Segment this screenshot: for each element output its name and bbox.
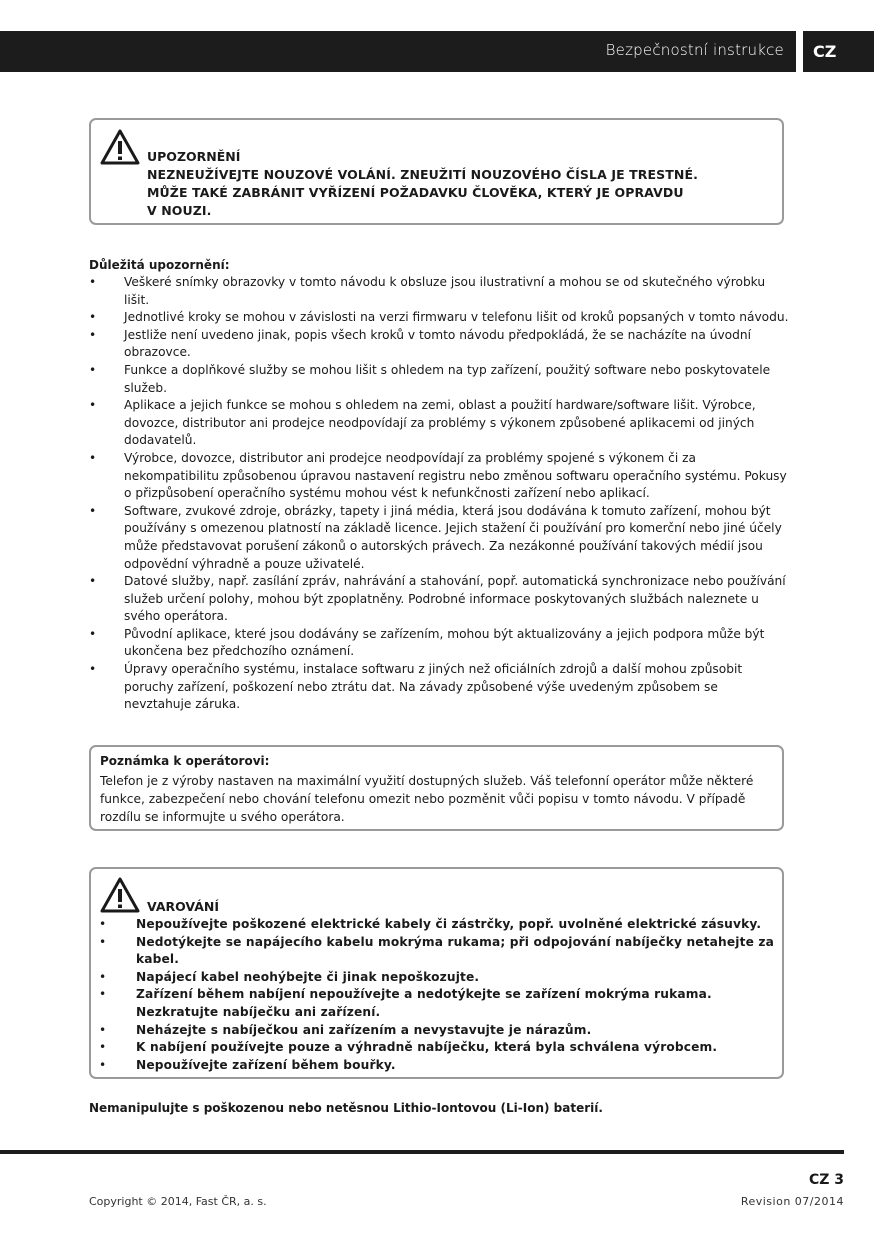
list-item: • Jednotlivé kroky se mohou v závislosti na verzi firmwaru v telefonu lišit od kroků popsaných v tomto návodu. bbox=[89, 309, 789, 327]
list-item: • Neházejte s nabíječkou ani zařízením a nevystavujte je nárazům. bbox=[99, 1022, 779, 1040]
caution-text bbox=[147, 166, 698, 220]
list-item: • Funkce a doplňkové služby se mohou lišit s ohledem na typ zařízení, použitý software nebo poskytovatele služeb. bbox=[89, 362, 789, 397]
page-number: CZ 3 bbox=[808, 1172, 844, 1188]
list-item: • Nedotýkejte se napájecího kabelu mokrýma rukama; při odpojování nabíječky netahejte za kabel. bbox=[99, 934, 779, 969]
operator-note-box bbox=[89, 745, 784, 831]
list-item: • Výrobce, dovozce, distributor ani prodejce neodpovídají za problémy spojené s výkonem či za nekompatibilitu způsobenou úpravou nastavení registru nebo změnou softwaru operačního systému. Pokusy o přizpůsobení operačního systému mohou vést k nefunkčnosti zařízení nebo aplikací. bbox=[89, 450, 789, 503]
warning-box bbox=[89, 867, 784, 1079]
notes-list bbox=[89, 274, 789, 714]
list-item: • Datové služby, např. zasílání zpráv, nahrávání a stahování, popř. automatická synchronizace nebo používání služeb určení polohy, mohou být zpoplatněny. Podrobné informace poskytovaných službách naleznete u svého operátora. bbox=[89, 573, 789, 626]
list-item: • Software, zvukové zdroje, obrázky, tapety i jiná média, která jsou dodávána k tomuto zařízení, mohou být používány s omezenou platností na základě licence. Jejich stažení či používání pro komerční nebo jiné účely může představovat porušení zákonů o autorských právech. Za nezákonné používání takových médií jsou odpovědní výhradně a pouze uživatelé. bbox=[89, 503, 789, 573]
list-item: • Jestliže není uvedeno jinak, popis všech kroků v tomto návodu předpokládá, že se nacházíte na úvodní obrazovce. bbox=[89, 327, 789, 362]
notes-title: Důležitá upozornění: bbox=[89, 258, 230, 272]
language-tag: CZ bbox=[803, 31, 874, 72]
caution-line: NEZNEUŽÍVEJTE NOUZOVÉ VOLÁNÍ. ZNEUŽITÍ NOUZOVÉHO ČÍSLA JE TRESTNÉ. bbox=[147, 167, 698, 182]
warning-list bbox=[99, 916, 779, 1074]
caution-line: MŮŽE TAKÉ ZABRÁNIT VYŘÍZENÍ POŽADAVKU ČLOVĚKA, KTERÝ JE OPRAVDU bbox=[147, 185, 684, 200]
copyright: Copyright © 2014, Fast ČR, a. s. bbox=[89, 1195, 267, 1208]
battery-note: Nemanipulujte s poškozenou nebo netěsnou Lithio-Iontovou (Li-Ion) baterií. bbox=[89, 1101, 603, 1115]
caution-heading: UPOZORNĚNÍ bbox=[147, 149, 241, 164]
operator-note-title: Poznámka k operátorovi: bbox=[100, 754, 270, 768]
footer-divider bbox=[0, 1150, 844, 1154]
list-item: • Veškeré snímky obrazovky v tomto návodu k obsluze jsou ilustrativní a mohou se od skutečného výrobku lišit. bbox=[89, 274, 789, 309]
warning-triangle-icon bbox=[100, 129, 140, 165]
caution-line: V NOUZI. bbox=[147, 203, 212, 218]
list-item: • Napájecí kabel neohýbejte či jinak nepoškozujte. bbox=[99, 969, 779, 987]
list-item: • Aplikace a jejich funkce se mohou s ohledem na zemi, oblast a použití hardware/software lišit. Výrobce, dovozce, distributor ani prodejce neodpovídají za problémy s výkonem způsobené aplikacemi od jiných dodavatelů. bbox=[89, 397, 789, 450]
operator-note-text: Telefon je z výroby nastaven na maximální využití dostupných služeb. Váš telefonní operátor může některé funkce, zabezpečení nebo chování telefonu omezit nebo pozměnit vůči popisu v tomto návodu. V případě rozdílu se informujte u svého operátora. bbox=[100, 774, 754, 824]
list-item: • Úpravy operačního systému, instalace softwaru z jiných než oficiálních zdrojů a další mohou způsobit poruchy zařízení, poškození nebo ztrátu dat. Na závady způsobené výše uvedeným způsobem se nevztahuje záruka. bbox=[89, 661, 789, 714]
list-item: • Zařízení během nabíjení nepoužívejte a nedotýkejte se zařízení mokrýma rukama. Nezkratujte nabíječku ani zařízení. bbox=[99, 986, 779, 1021]
header-title: Bezpečnostní instrukce bbox=[605, 41, 784, 59]
warning-triangle-icon bbox=[100, 877, 140, 913]
list-item: • K nabíjení používejte pouze a výhradně nabíječku, která byla schválena výrobcem. bbox=[99, 1039, 779, 1057]
list-item: • Původní aplikace, které jsou dodávány se zařízením, mohou být aktualizovány a jejich podpora může být ukončena bez předchozího oznámení. bbox=[89, 626, 789, 661]
list-item: • Nepoužívejte poškozené elektrické kabely či zástrčky, popř. uvolněné elektrické zásuvky. bbox=[99, 916, 779, 934]
caution-box bbox=[89, 118, 784, 225]
header-bar bbox=[0, 31, 796, 72]
warning-heading: VAROVÁNÍ bbox=[147, 899, 220, 914]
list-item: • Nepoužívejte zařízení během bouřky. bbox=[99, 1057, 779, 1075]
revision: Revision 07/2014 bbox=[740, 1195, 844, 1208]
